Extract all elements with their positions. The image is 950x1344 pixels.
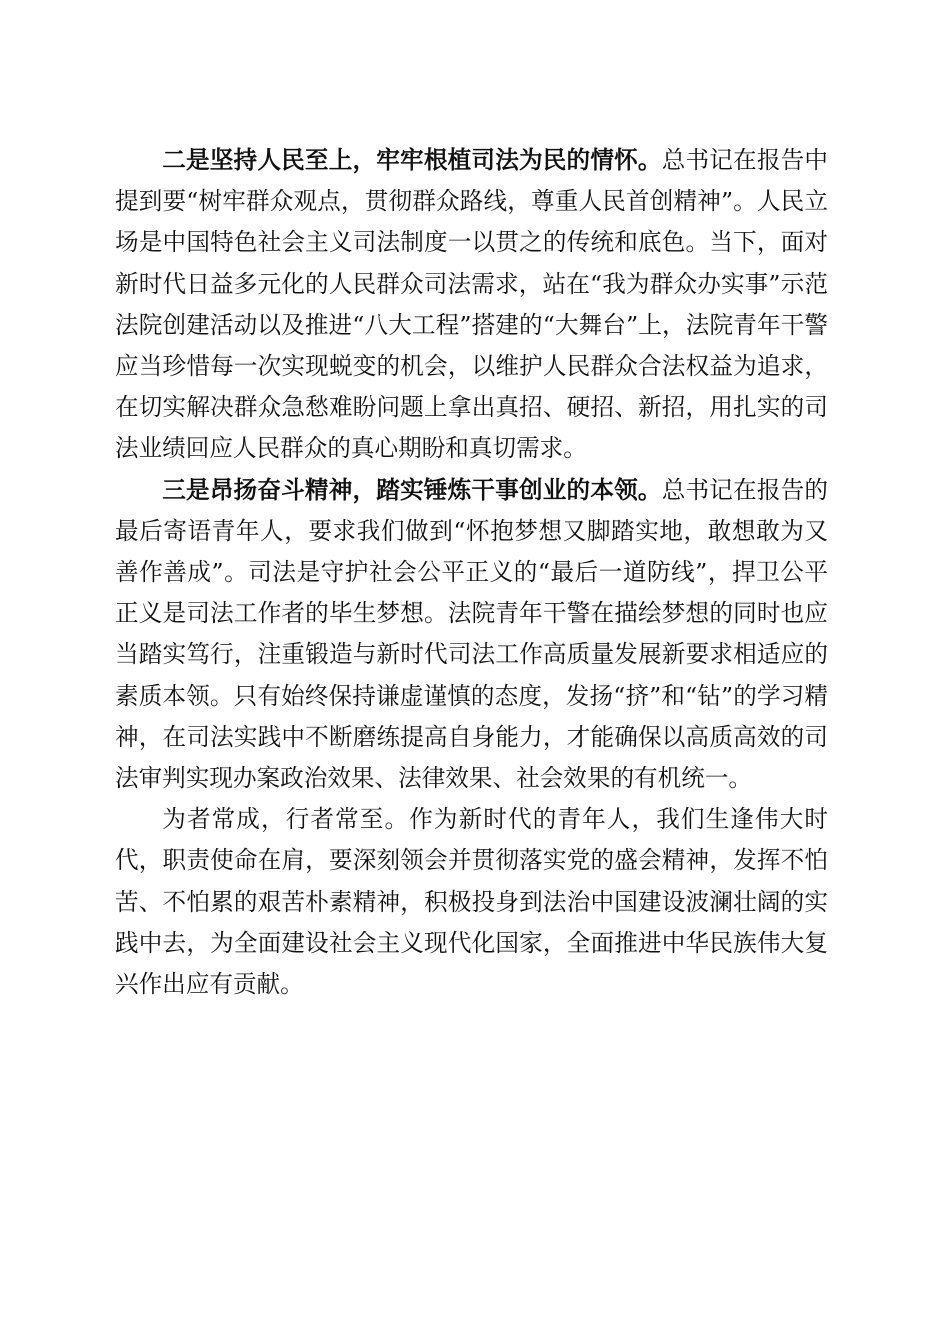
paragraph-people-first bbox=[115, 140, 828, 470]
paragraph-heading: 三是昂扬奋斗精神，踏实锤炼干事创业的本领。 bbox=[162, 475, 662, 504]
paragraph-striving-spirit bbox=[115, 470, 828, 800]
paragraph-text: 总书记在报告的最后寄语青年人，要求我们做到“怀抱梦想又脚踏实地，敢想敢为又善作善成”。司法是守护社会公平正义的“最后一道防线”，捍卫公平正义是司法工作者的毕生梦想。法院青年干警在描绘梦想的同时也应当踏实笃行，注重锻造与新时代司法工作高质量发展新要求相适应的素质本领。只有始终保持谦虚谨慎的态度，发扬“挤”和“钻”的学习精神，在司法实践中不断磨练提高自身能力，才能确保以高质高效的司法审判实现办案政治效果、法律效果、社会效果的有机统一。 bbox=[115, 475, 829, 793]
document-body bbox=[115, 140, 828, 1005]
paragraph-text: 为者常成，行者常至。作为新时代的青年人，我们生逢伟大时代，职责使命在肩，要深刻领会并贯彻落实党的盛会精神，发挥不怕苦、不怕累的艰苦朴素精神，积极投身到法治中国建设波澜壮阔的实践中去，为全面建设社会主义现代化国家，全面推进中华民族伟大复兴作出应有贡献。 bbox=[115, 805, 828, 999]
paragraph-text: 总书记在报告中提到要“树牢群众观点，贯彻群众路线，尊重人民首创精神”。人民立场是中国特色社会主义司法制度一以贯之的传统和底色。当下，面对新时代日益多元化的人民群众司法需求，站在“我为群众办实事”示范法院创建活动以及推进“八大工程”搭建的“大舞台”上，法院青年干警应当珍惜每一次实现蜕变的机会，以维护人民群众合法权益为追求，在切实解决群众急愁难盼问题上拿出真招、硬招、新招，用扎实的司法业绩回应人民群众的真心期盼和真切需求。 bbox=[115, 146, 829, 463]
paragraph-conclusion bbox=[115, 799, 828, 1005]
paragraph-heading: 二是坚持人民至上，牢牢根植司法为民的情怀。 bbox=[162, 146, 662, 174]
